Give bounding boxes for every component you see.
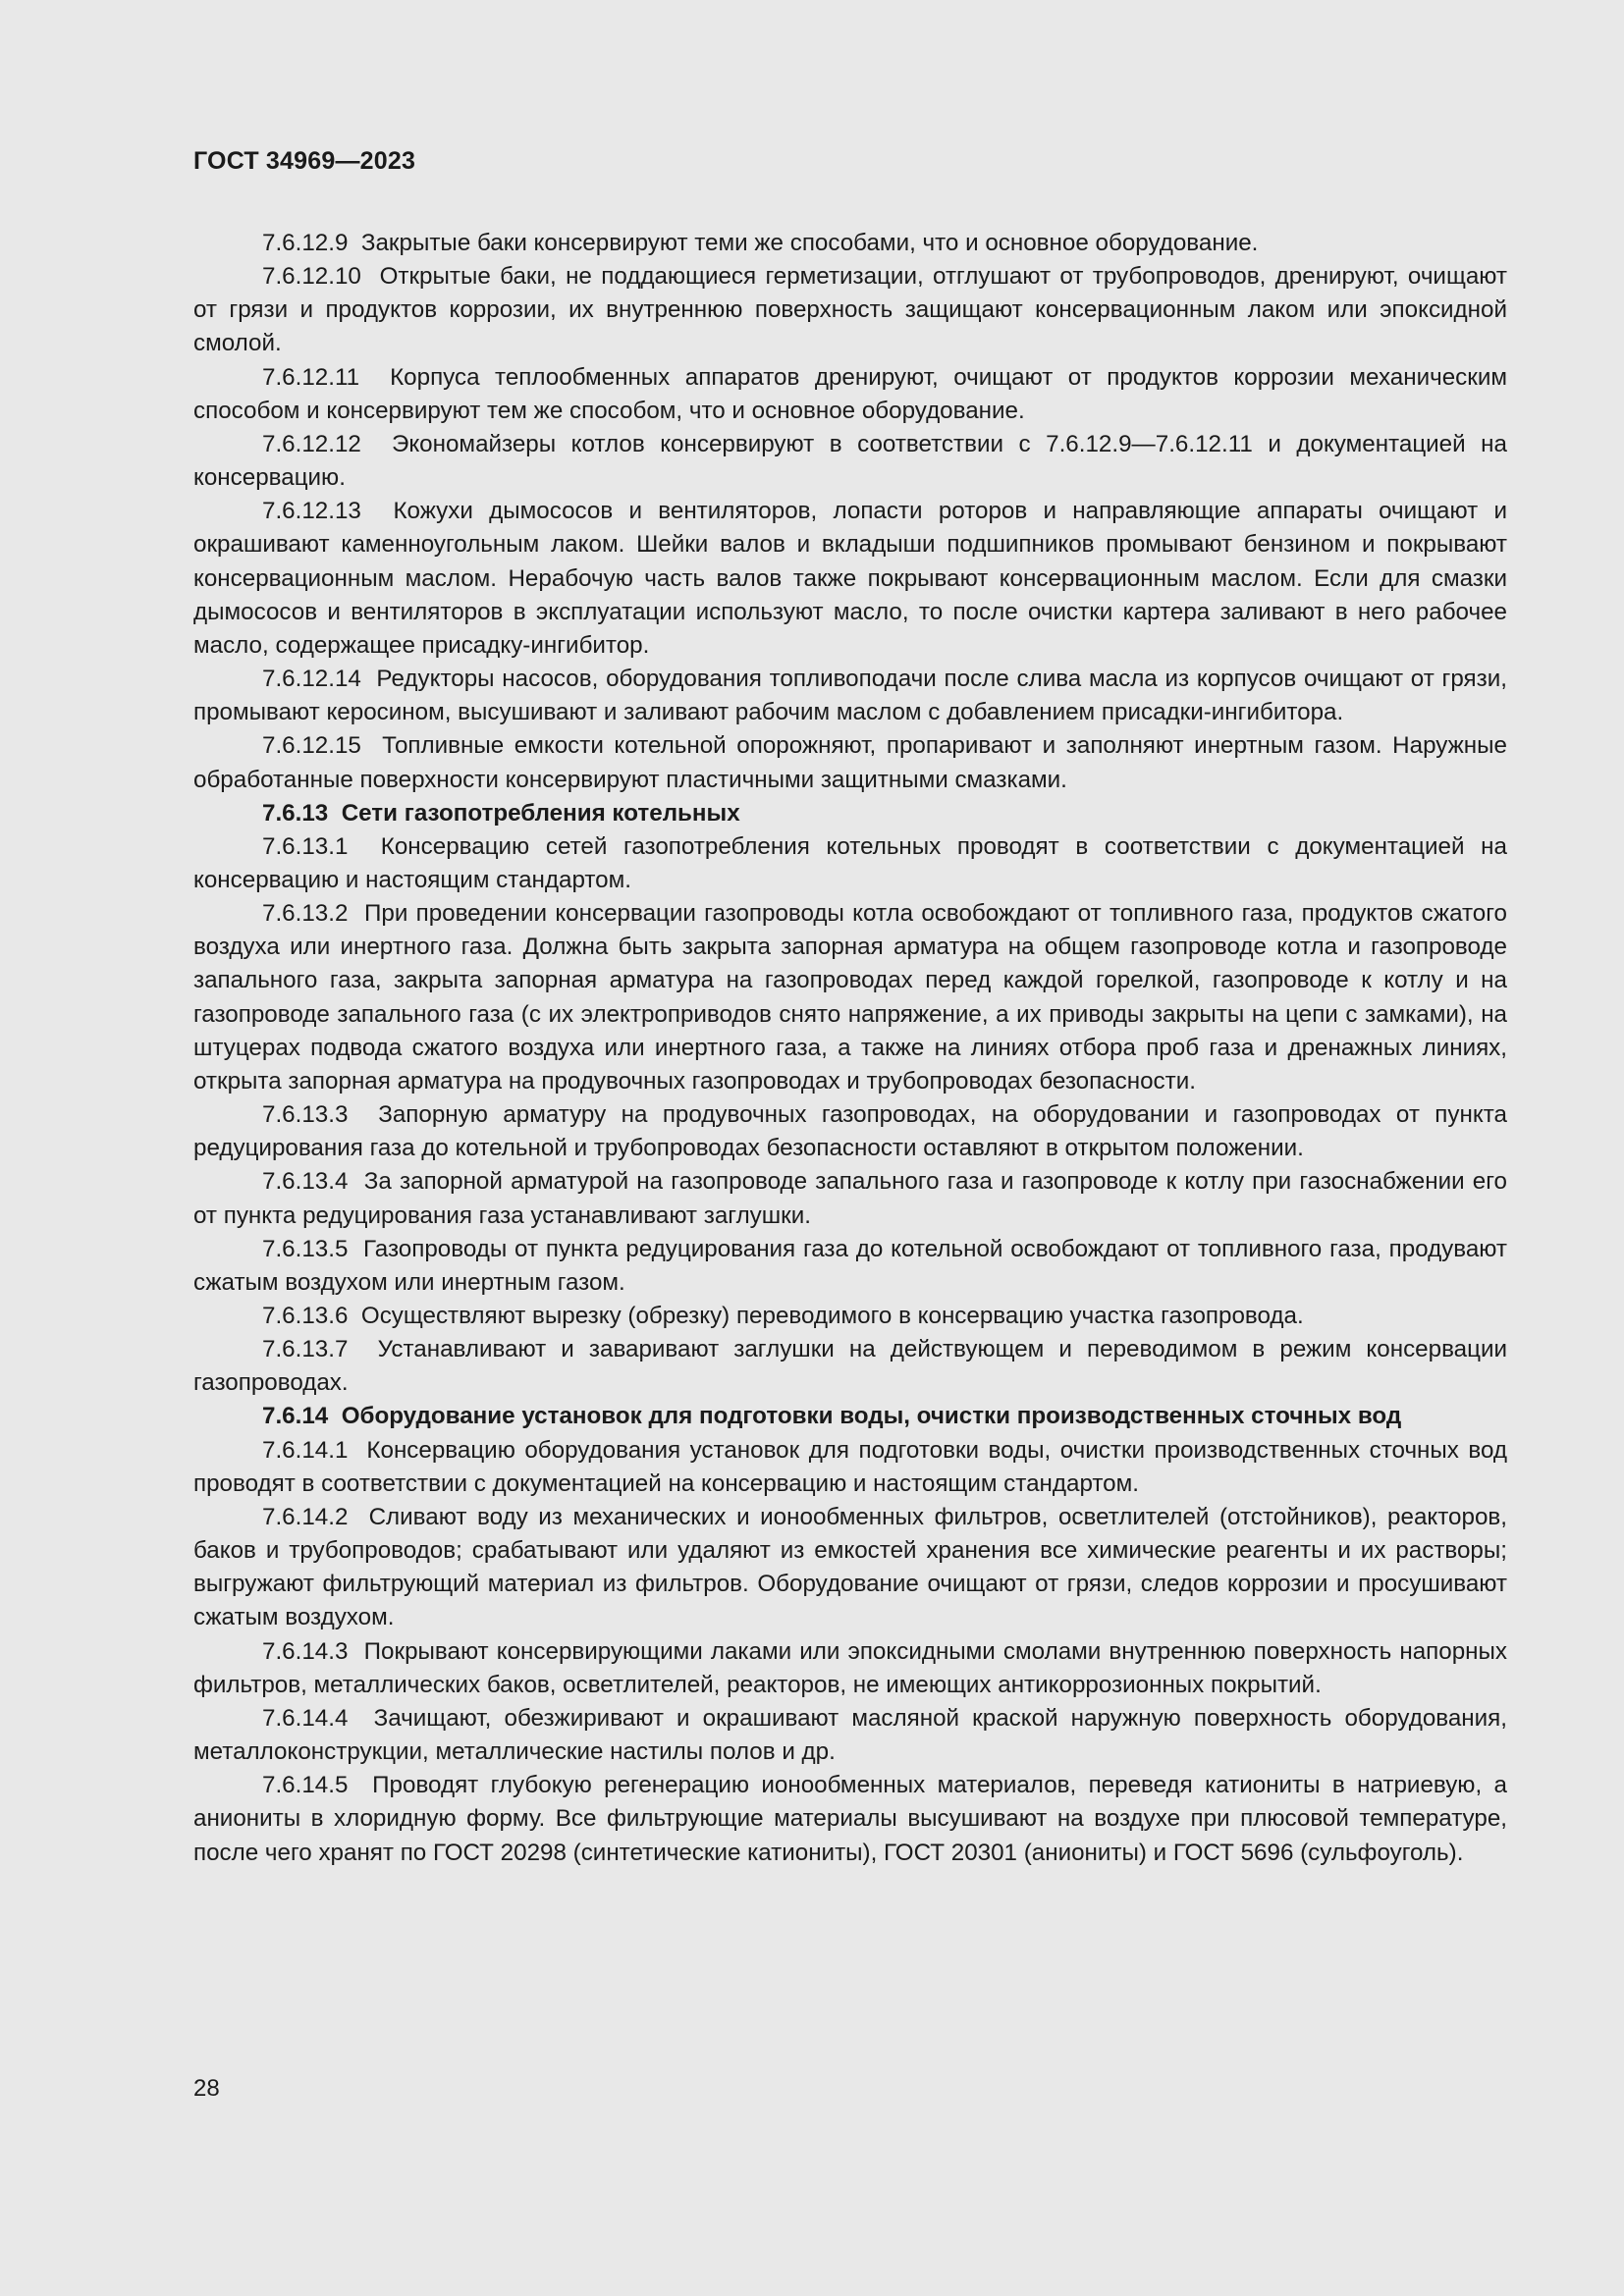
clause-text: Оборудование установок для подготовки воды, очистки производственных сточных вод — [341, 1403, 1402, 1430]
clause-number: 7.6.12.15 — [262, 732, 361, 760]
clause-text: Осуществляют вырезку (обрезку) переводимого в консервацию участка газопровода. — [360, 1303, 1304, 1329]
clause-paragraph — [193, 1501, 1507, 1635]
clause-paragraph — [193, 1434, 1507, 1501]
clause-text: Проводят глубокую регенерацию ионообменных материалов, переведя катиониты в натриевую, а аниониты в хлоридную форму. Все фильтрующие материалы высушивают на воздухе при плюсовой температуре, после чего хранят по ГОСТ 20298 (синтетические катиониты), ГОСТ 20301 (аниониты) и ГОСТ 5696 (сульфоуголь). — [193, 1772, 1507, 1866]
clause-text: При проведении консервации газопроводы котла освобождают от топливного газа, продуктов сжатого воздуха или инертного газа. Должна быть закрыта запорная арматура на общем газопроводе котла и газопроводе запального газа, закрыта запорная арматура на газопроводах перед каждой горелкой, газопроводе к котлу и на газопроводе запального газа (с их электроприводов снято напряжение, а их приводы закрыты на цепи с замками), на штуцерах подвода сжатого воздуха или инертного газа, а также на линиях отбора проб газа и дренажных линиях, открыта запорная арматура на продувочных газопроводах и трубопроводах безопасности. — [193, 900, 1507, 1095]
clause-paragraph — [193, 830, 1507, 897]
clause-paragraph — [193, 227, 1507, 260]
clause-paragraph — [193, 495, 1507, 663]
clause-paragraph — [193, 663, 1507, 729]
clause-number: 7.6.13.3 — [262, 1101, 349, 1129]
clause-paragraph — [193, 1165, 1507, 1232]
clause-number: 7.6.13.2 — [262, 900, 349, 928]
clause-text: Экономайзеры котлов консервируют в соответствии с 7.6.12.9—7.6.12.11 и документацией на консервацию. — [193, 430, 1507, 492]
body-text — [193, 227, 1507, 1870]
clause-paragraph — [193, 729, 1507, 796]
clause-text: Сливают воду из механических и ионообменных фильтров, осветлителей (отстойников), реакторов, баков и трубопроводов; срабатывают или удаляют из емкостей хранения все химические реагенты и их растворы; выгружают фильтрующий материал из фильтров. Оборудование очищают от грязи, следов коррозии и просушивают сжатым воздухом. — [193, 1503, 1507, 1631]
clause-text: Запорную арматуру на продувочных газопроводах, на оборудовании и газопроводах от пункта редуцирования газа до котельной и трубопроводах безопасности оставляют в открытом положении. — [193, 1101, 1507, 1162]
clause-number: 7.6.12.13 — [262, 498, 361, 525]
clause-number: 7.6.14.1 — [262, 1436, 349, 1464]
clause-number: 7.6.13 — [262, 799, 329, 827]
clause-text: Корпуса теплообменных аппаратов дренируют, очищают от продуктов коррозии механическим способом и консервируют тем же способом, что и основное оборудование. — [193, 363, 1507, 424]
clause-paragraph — [193, 361, 1507, 428]
clause-number: 7.6.12.12 — [262, 430, 361, 457]
clause-number: 7.6.13.7 — [262, 1336, 349, 1363]
clause-paragraph — [193, 428, 1507, 495]
clause-number: 7.6.13.4 — [262, 1168, 349, 1196]
clause-number: 7.6.12.10 — [262, 263, 361, 291]
clause-text: Консервацию оборудования установок для подготовки воды, очистки производственных сточных вод проводят в соответствии с документацией на консервацию и настоящим стандартом. — [193, 1436, 1507, 1497]
clause-text: Кожухи дымососов и вентиляторов, лопасти роторов и направляющие аппараты очищают и окрашивают каменноугольным лаком. Шейки валов и вкладыши подшипников промывают бензином и покрывают консервационным маслом. Нерабочую часть валов также покрывают консервационным маслом. Если для смазки дымососов и вентиляторов в эксплуатации используют масло, то после очистки картера заливают в него рабочее масло, содержащее присадку-ингибитор. — [193, 498, 1507, 659]
clause-text: Топливные емкости котельной опорожняют, пропаривают и заполняют инертным газом. Наружные обработанные поверхности консервируют пластичными защитными смазками. — [193, 732, 1507, 793]
clause-text: Закрытые баки консервируют теми же способами, что и основное оборудование. — [360, 230, 1259, 256]
clause-number: 7.6.13.6 — [262, 1303, 349, 1329]
clause-number: 7.6.14.5 — [262, 1772, 349, 1799]
section-heading — [193, 797, 1507, 830]
clause-paragraph — [193, 1300, 1507, 1333]
section-heading — [193, 1400, 1507, 1433]
clause-number: 7.6.13.1 — [262, 832, 349, 860]
clause-text: Зачищают, обезжиривают и окрашивают масляной краской наружную поверхность оборудования, металлоконструкции, металлические настилы полов и др. — [193, 1704, 1507, 1766]
clause-paragraph — [193, 1702, 1507, 1769]
clause-paragraph — [193, 1098, 1507, 1165]
standard-designation: ГОСТ 34969—2023 — [193, 147, 416, 175]
clause-number: 7.6.14 — [262, 1403, 329, 1430]
clause-paragraph — [193, 1233, 1507, 1300]
clause-number: 7.6.12.14 — [262, 666, 361, 693]
clause-number: 7.6.12.9 — [262, 230, 349, 256]
clause-text: Консервацию сетей газопотребления котельных проводят в соответствии с документацией на консервацию и настоящим стандартом. — [193, 832, 1507, 893]
clause-number: 7.6.13.5 — [262, 1235, 349, 1262]
clause-paragraph — [193, 1333, 1507, 1400]
clause-text: Сети газопотребления котельных — [341, 799, 740, 827]
clause-number: 7.6.14.2 — [262, 1503, 349, 1530]
clause-number: 7.6.12.11 — [262, 363, 360, 391]
clause-text: Открытые баки, не поддающиеся герметизации, отглушают от трубопроводов, дренируют, очищают от грязи и продуктов коррозии, их внутреннюю поверхность защищают консервационным лаком или эпоксидной смолой. — [193, 263, 1507, 357]
clause-number: 7.6.14.4 — [262, 1704, 349, 1732]
clause-paragraph — [193, 1769, 1507, 1869]
clause-text: Редукторы насосов, оборудования топливоподачи после слива масла из корпусов очищают от грязи, промывают керосином, высушивают и заливают рабочим маслом с добавлением присадки-ингибитора. — [193, 666, 1507, 726]
clause-text: За запорной арматурой на газопроводе запального газа и газопроводе к котлу при газоснабжении его от пункта редуцирования газа устанавливают заглушки. — [193, 1168, 1507, 1229]
clause-text: Устанавливают и заваривают заглушки на действующем и переводимом в режим консервации газопроводах. — [193, 1336, 1507, 1397]
clause-paragraph — [193, 1635, 1507, 1702]
page-number: 28 — [193, 2075, 220, 2102]
clause-number: 7.6.14.3 — [262, 1637, 349, 1665]
clause-paragraph — [193, 897, 1507, 1098]
clause-text: Газопроводы от пункта редуцирования газа до котельной освобождают от топливного газа, продувают сжатым воздухом или инертным газом. — [193, 1235, 1507, 1296]
clause-paragraph — [193, 260, 1507, 360]
clause-text: Покрывают консервирующими лаками или эпоксидными смолами внутреннюю поверхность напорных фильтров, металлических баков, осветлителей, реакторов, не имеющих антикоррозионных покрытий. — [193, 1637, 1507, 1698]
